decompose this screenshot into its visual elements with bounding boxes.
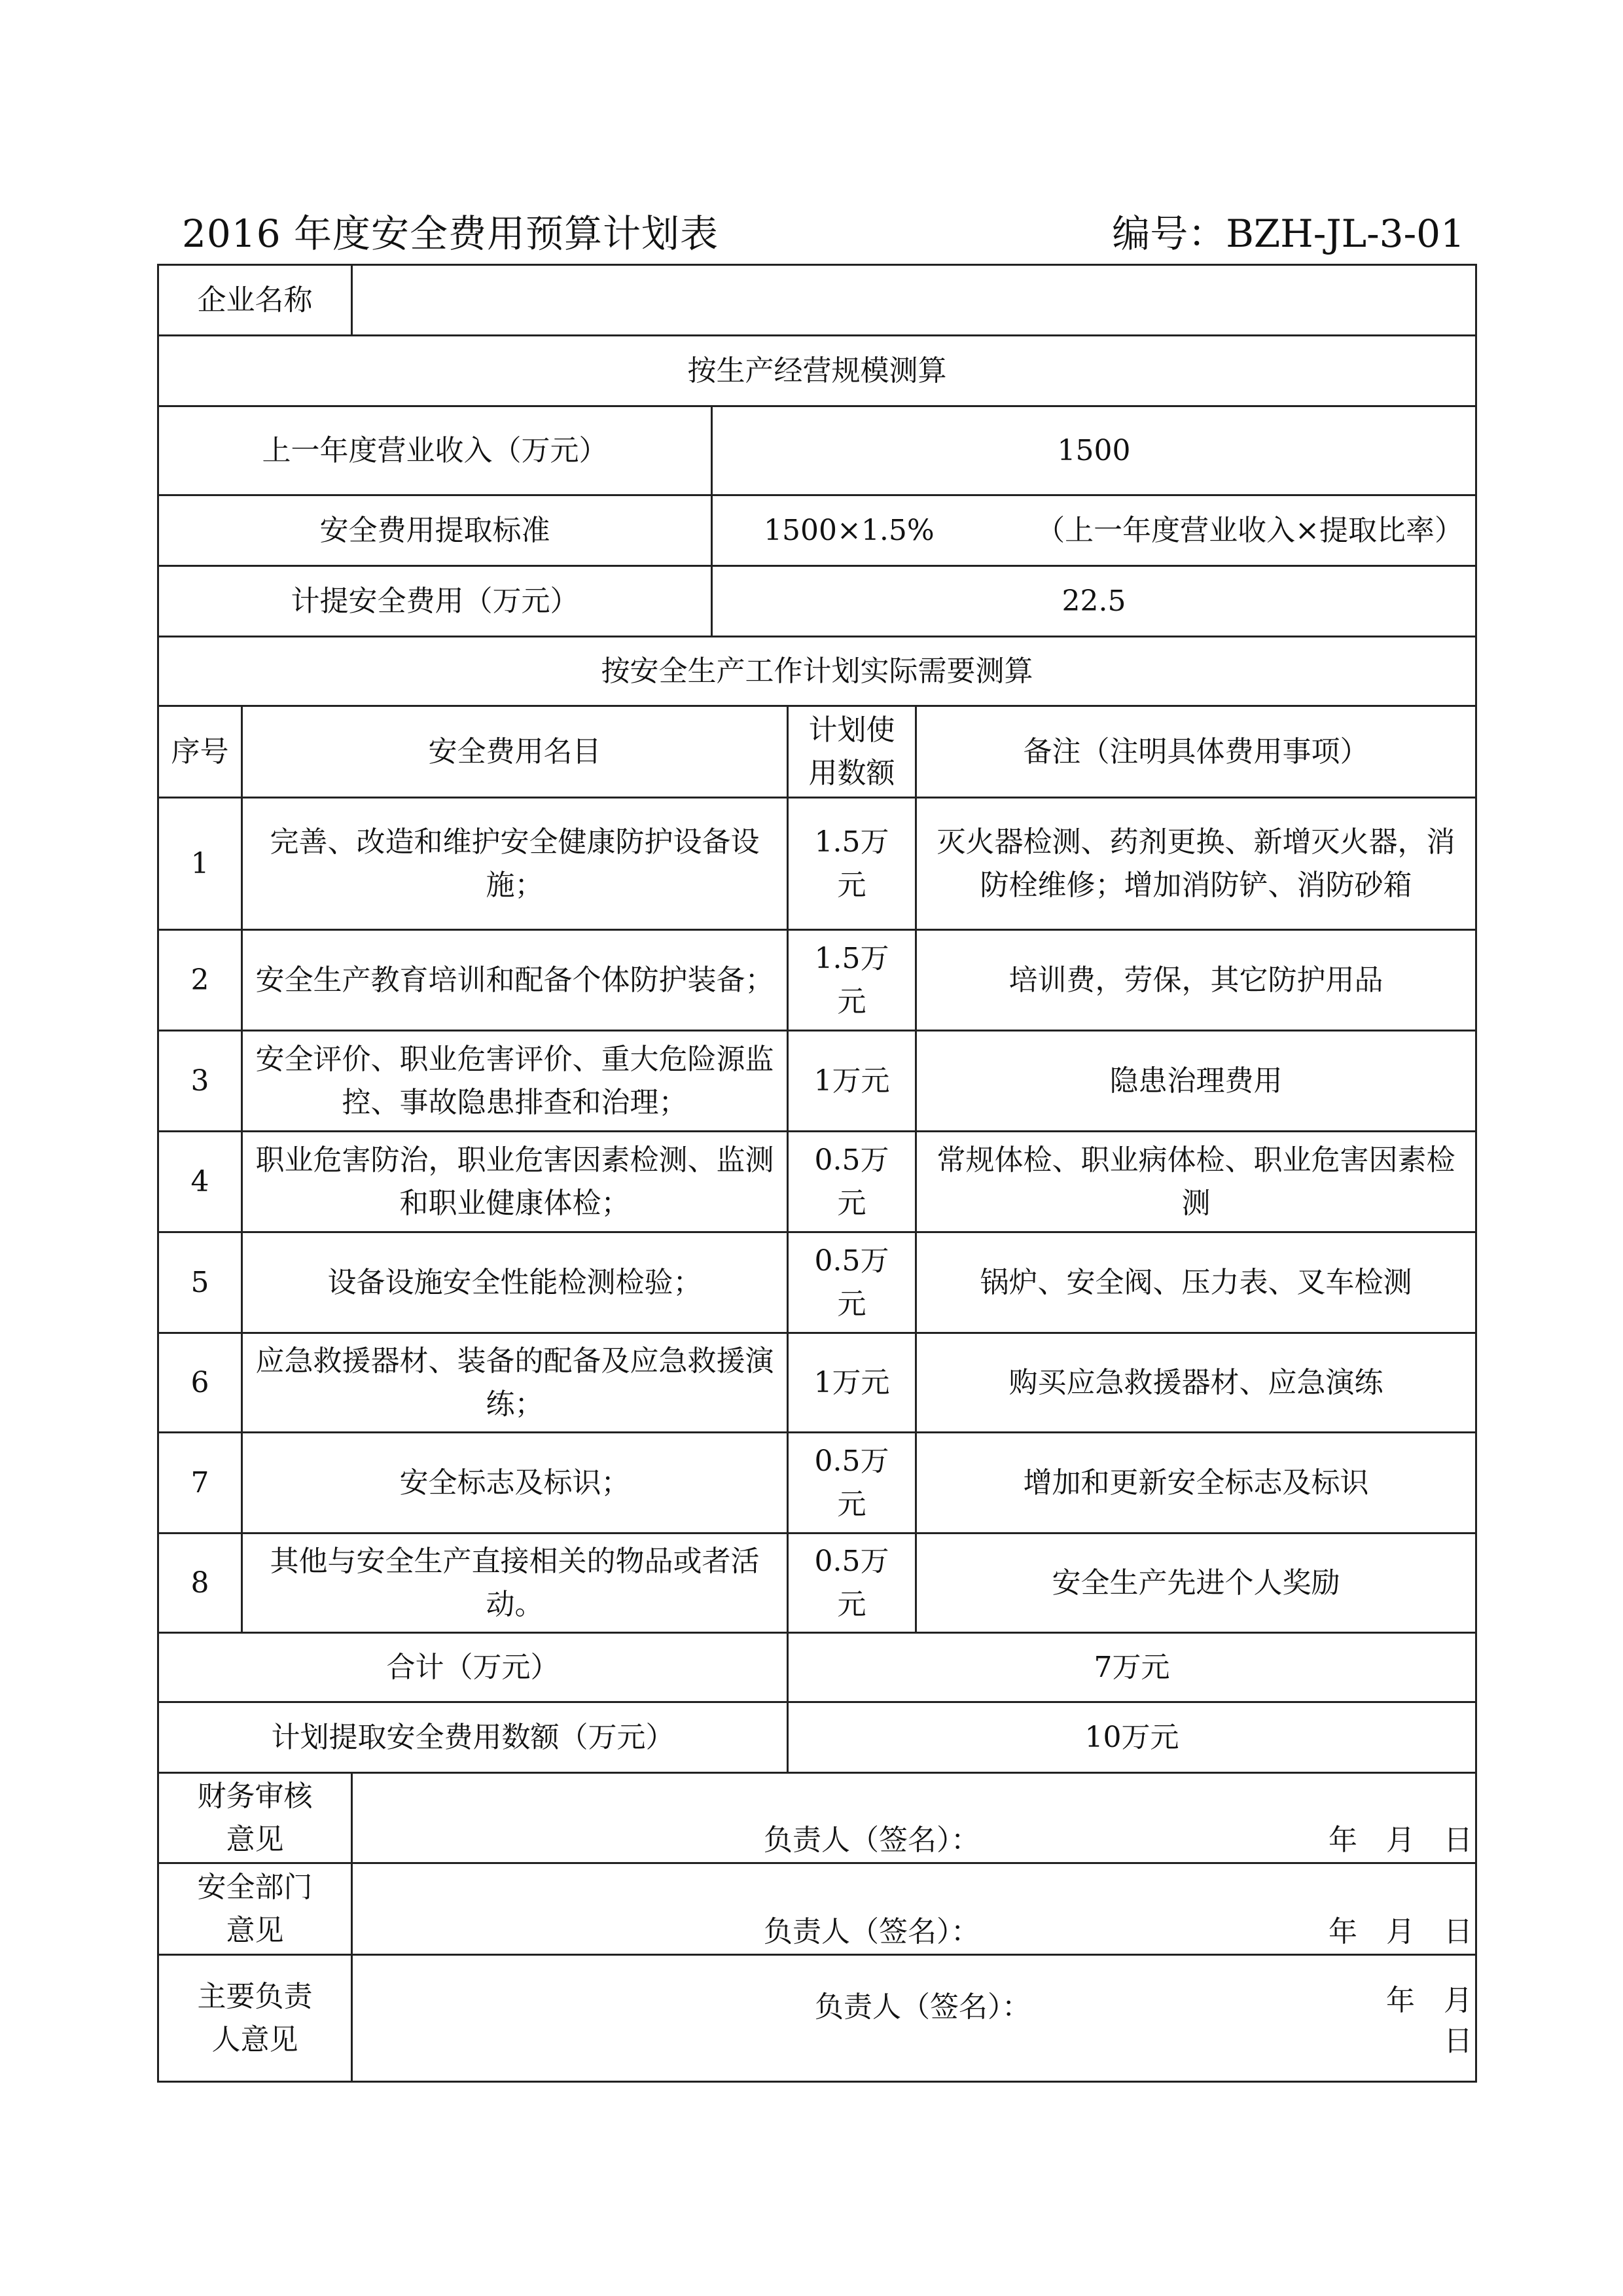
row-remark: 培训费，劳保，其它防护用品	[916, 930, 1476, 1031]
finance-approval-row	[158, 1773, 1476, 1863]
signer-label: 负责人（签名）：	[764, 1823, 980, 1857]
standard-note: （上一年度营业收入×提取比率）	[1036, 513, 1463, 547]
standard-formula: 1500×1.5%	[764, 513, 935, 547]
planned-label: 计划提取安全费用数额（万元）	[158, 1702, 788, 1773]
revenue-label: 上一年度营业收入（万元）	[158, 406, 712, 495]
row-no: 6	[158, 1333, 242, 1433]
row-amount: 1.5万元	[788, 930, 916, 1031]
row-amount: 1.5万元	[788, 798, 916, 930]
principal-approval-row	[158, 1955, 1476, 2082]
row-amount: 1万元	[788, 1333, 916, 1433]
row-amount: 1万元	[788, 1031, 916, 1132]
scale-section-heading: 按生产经营规模测算	[158, 336, 1476, 406]
table-row	[158, 930, 1476, 1031]
safety-approval-label: 安全部门意见	[158, 1863, 352, 1955]
row-no: 3	[158, 1031, 242, 1132]
sign-date: 年 月 日	[1329, 1915, 1472, 1948]
row-item: 职业危害防治，职业危害因素检测、监测和职业健康体检；	[242, 1132, 788, 1232]
col-header-item: 安全费用名目	[242, 706, 788, 798]
row-amount: 0.5万元	[788, 1534, 916, 1633]
sign-date: 年 月 日	[1329, 1823, 1472, 1857]
company-row	[158, 265, 1476, 336]
row-remark: 购买应急救援器材、应急演练	[916, 1333, 1476, 1433]
principal-approval-label: 主要负责人意见	[158, 1955, 352, 2082]
accrued-value: 22.5	[712, 566, 1476, 637]
table-row	[158, 1132, 1476, 1232]
row-item: 安全评价、职业危害评价、重大危险源监控、事故隐患排查和治理；	[242, 1031, 788, 1132]
table-row	[158, 1333, 1476, 1433]
row-remark: 隐患治理费用	[916, 1031, 1476, 1132]
row-no: 2	[158, 930, 242, 1031]
row-amount: 0.5万元	[788, 1433, 916, 1534]
row-remark: 增加和更新安全标志及标识	[916, 1433, 1476, 1534]
scale-heading-row	[158, 336, 1476, 406]
revenue-row	[158, 406, 1476, 495]
row-no: 5	[158, 1232, 242, 1333]
total-label: 合计（万元）	[158, 1633, 788, 1702]
finance-approval-cell	[352, 1773, 1476, 1863]
table-row	[158, 1031, 1476, 1132]
standard-label: 安全费用提取标准	[158, 495, 712, 566]
table-row	[158, 798, 1476, 930]
row-item: 完善、改造和维护安全健康防护设备设施；	[242, 798, 788, 930]
row-amount: 0.5万元	[788, 1132, 916, 1232]
company-value	[352, 265, 1476, 336]
document-number: 编号：BZH-JL-3-01	[1112, 211, 1465, 256]
page-title: 2016 年度安全费用预算计划表	[182, 211, 719, 256]
table-row	[158, 1433, 1476, 1534]
company-label: 企业名称	[158, 265, 352, 336]
row-remark: 常规体检、职业病体检、职业危害因素检测	[916, 1132, 1476, 1232]
planned-value: 10万元	[788, 1702, 1476, 1773]
row-item: 设备设施安全性能检测检验；	[242, 1232, 788, 1333]
principal-approval-cell	[352, 1955, 1501, 2082]
plan-header-row	[158, 706, 1476, 798]
row-no: 7	[158, 1433, 242, 1534]
col-header-no: 序号	[158, 706, 242, 798]
signer-label: 负责人（签名）：	[815, 1990, 1031, 2024]
budget-table	[157, 264, 1501, 2083]
signer-label: 负责人（签名）：	[764, 1915, 980, 1948]
col-header-remark: 备注（注明具体费用事项）	[916, 706, 1476, 798]
page-header	[182, 196, 1465, 255]
row-item: 其他与安全生产直接相关的物品或者活动。	[242, 1534, 788, 1633]
total-row	[158, 1633, 1476, 1702]
row-remark: 安全生产先进个人奖励	[916, 1534, 1476, 1633]
row-no: 1	[158, 798, 242, 930]
planned-row	[158, 1702, 1476, 1773]
safety-approval-cell	[352, 1863, 1476, 1955]
finance-approval-label: 财务审核意见	[158, 1773, 352, 1863]
row-item: 安全生产教育培训和配备个体防护装备；	[242, 930, 788, 1031]
table-row	[158, 1534, 1476, 1633]
row-remark: 锅炉、安全阀、压力表、叉车检测	[916, 1232, 1476, 1333]
accrued-label: 计提安全费用（万元）	[158, 566, 712, 637]
row-no: 4	[158, 1132, 242, 1232]
row-item: 应急救援器材、装备的配备及应急救援演练；	[242, 1333, 788, 1433]
table-row	[158, 1232, 1476, 1333]
col-header-amount: 计划使用数额	[788, 706, 916, 798]
row-item: 安全标志及标识；	[242, 1433, 788, 1534]
safety-approval-row	[158, 1863, 1476, 1955]
plan-heading-row	[158, 637, 1476, 706]
plan-section-heading: 按安全生产工作计划实际需要测算	[158, 637, 1476, 706]
total-value: 7万元	[788, 1633, 1476, 1702]
row-no: 8	[158, 1534, 242, 1633]
row-remark: 灭火器检测、药剂更换、新增灭火器，消防栓维修；增加消防铲、消防砂箱	[916, 798, 1476, 930]
standard-cell	[712, 495, 1476, 566]
row-amount: 0.5万元	[788, 1232, 916, 1333]
standard-row	[158, 495, 1476, 566]
accrued-row	[158, 566, 1476, 637]
sign-date: 年 月 日	[1386, 1983, 1501, 2058]
revenue-value: 1500	[712, 406, 1476, 495]
